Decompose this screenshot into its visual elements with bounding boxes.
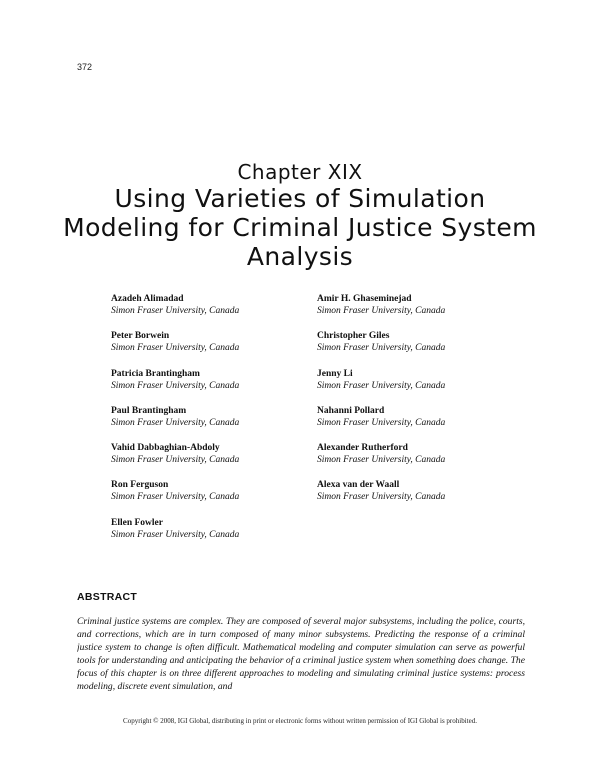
author-entry: [317, 442, 507, 479]
chapter-title: Using Varieties of Simulation Modeling for Criminal Justice System Analysis: [63, 184, 537, 271]
author-name: Ron Ferguson: [111, 480, 169, 491]
authors-left-column: [111, 293, 301, 554]
copyright-notice: Copyright © 2008, IGI Global, distributing in print or electronic forms without written permission of IGI Global is prohibited.: [123, 717, 477, 725]
authors-right-column: [317, 293, 507, 517]
author-entry: [317, 405, 507, 442]
author-name: Alexander Rutherford: [317, 443, 408, 454]
author-entry: [317, 293, 507, 330]
author-entry: [317, 330, 507, 367]
author-name: Christopher Giles: [317, 331, 390, 342]
author-affiliation: Simon Fraser University, Canada: [111, 343, 240, 354]
author-entry: [317, 368, 507, 405]
author-affiliation: Simon Fraser University, Canada: [111, 492, 240, 503]
author-entry: [317, 479, 507, 516]
author-name: Patricia Brantingham: [111, 368, 200, 379]
author-entry: [111, 442, 301, 479]
author-affiliation: Simon Fraser University, Canada: [317, 380, 446, 391]
author-name: Jenny Li: [317, 368, 353, 379]
author-entry: [111, 368, 301, 405]
author-name: Azadeh Alimadad: [111, 294, 184, 304]
author-affiliation: Simon Fraser University, Canada: [317, 417, 446, 428]
abstract-heading: ABSTRACT: [77, 591, 138, 603]
author-entry: [111, 330, 301, 367]
page-number: 372: [77, 62, 93, 72]
author-name: Amir H. Ghaseminejad: [317, 294, 412, 304]
author-affiliation: Simon Fraser University, Canada: [317, 306, 446, 316]
author-affiliation: Simon Fraser University, Canada: [111, 455, 240, 466]
abstract-body: Criminal justice systems are complex. They are composed of several major subsystems, including the police, courts, and corrections, which are in turn composed of many minor subsystems. Predicting the response of a criminal justice system to change is often difficult. Mathematical modeling and computer simulation can serve as powerful tools for understanding and anticipating the behavior of a criminal justice system when something does change. The focus of this chapter is on three different approaches to modeling and simulating criminal justice systems: process modeling, discrete event simulation, and: [77, 616, 525, 692]
author-affiliation: Simon Fraser University, Canada: [111, 380, 240, 391]
author-affiliation: Simon Fraser University, Canada: [111, 306, 240, 316]
author-name: Peter Borwein: [111, 331, 170, 342]
author-affiliation: Simon Fraser University, Canada: [317, 492, 446, 503]
author-name: Vahid Dabbaghian-Abdoly: [111, 443, 220, 454]
author-entry: [111, 479, 301, 516]
author-entry: [111, 405, 301, 442]
author-name: Ellen Fowler: [111, 517, 163, 528]
author-affiliation: Simon Fraser University, Canada: [317, 343, 446, 354]
author-name: Alexa van der Waall: [317, 480, 400, 491]
author-name: Paul Brantingham: [111, 405, 187, 416]
author-affiliation: Simon Fraser University, Canada: [111, 529, 240, 540]
author-affiliation: Simon Fraser University, Canada: [317, 455, 446, 466]
author-entry: [111, 517, 301, 554]
author-affiliation: Simon Fraser University, Canada: [111, 417, 240, 428]
author-name: Nahanni Pollard: [317, 405, 385, 416]
author-entry: [111, 293, 301, 330]
chapter-label: Chapter XIX: [237, 160, 363, 184]
